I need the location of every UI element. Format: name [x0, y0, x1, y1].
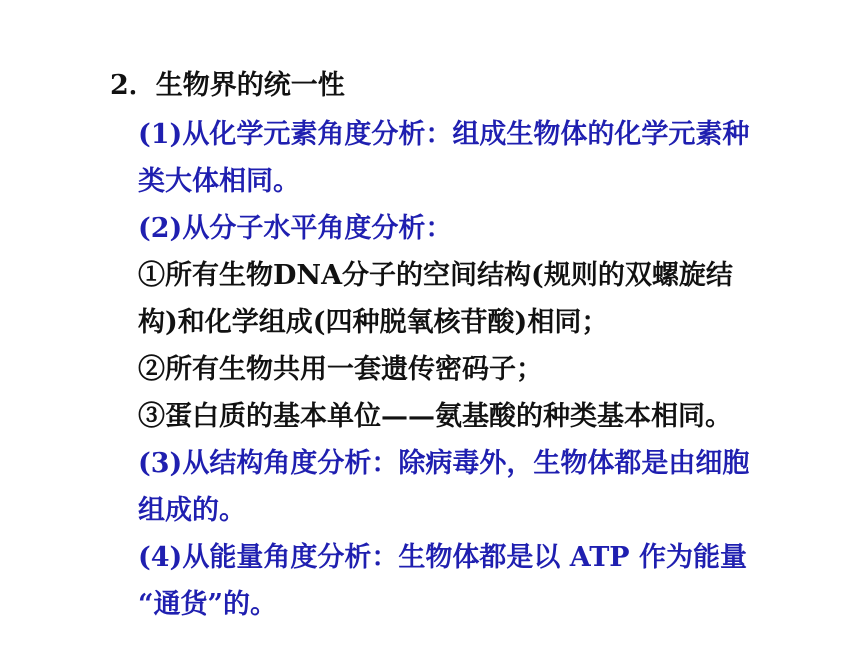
point-1-line-2: 类大体相同。 [138, 166, 300, 197]
sub-point-1-line-2: 构)和化学组成(四种脱氧核苷酸)相同； [138, 307, 609, 338]
section-heading: 2．生物界的统一性 [110, 70, 345, 101]
sub-point-1-line-1: ①所有生物DNA分子的空间结构(规则的双螺旋结 [138, 260, 733, 291]
sub-point-3: ③蛋白质的基本单位——氨基酸的种类基本相同。 [138, 401, 732, 432]
sub-point-2: ②所有生物共用一套遗传密码子； [138, 354, 543, 385]
point-3-line-2: 组成的。 [138, 495, 246, 526]
point-4-line-2: “通货”的。 [138, 589, 278, 620]
point-1-line-1: (1)从化学元素角度分析：组成生物体的化学元素种 [138, 119, 750, 150]
point-4-line-1: (4)从能量角度分析：生物体都是以 ATP 作为能量 [138, 542, 748, 573]
point-2-heading: (2)从分子水平角度分析： [138, 213, 453, 244]
point-3-line-1: (3)从结构角度分析：除病毒外，生物体都是由细胞 [138, 448, 750, 479]
